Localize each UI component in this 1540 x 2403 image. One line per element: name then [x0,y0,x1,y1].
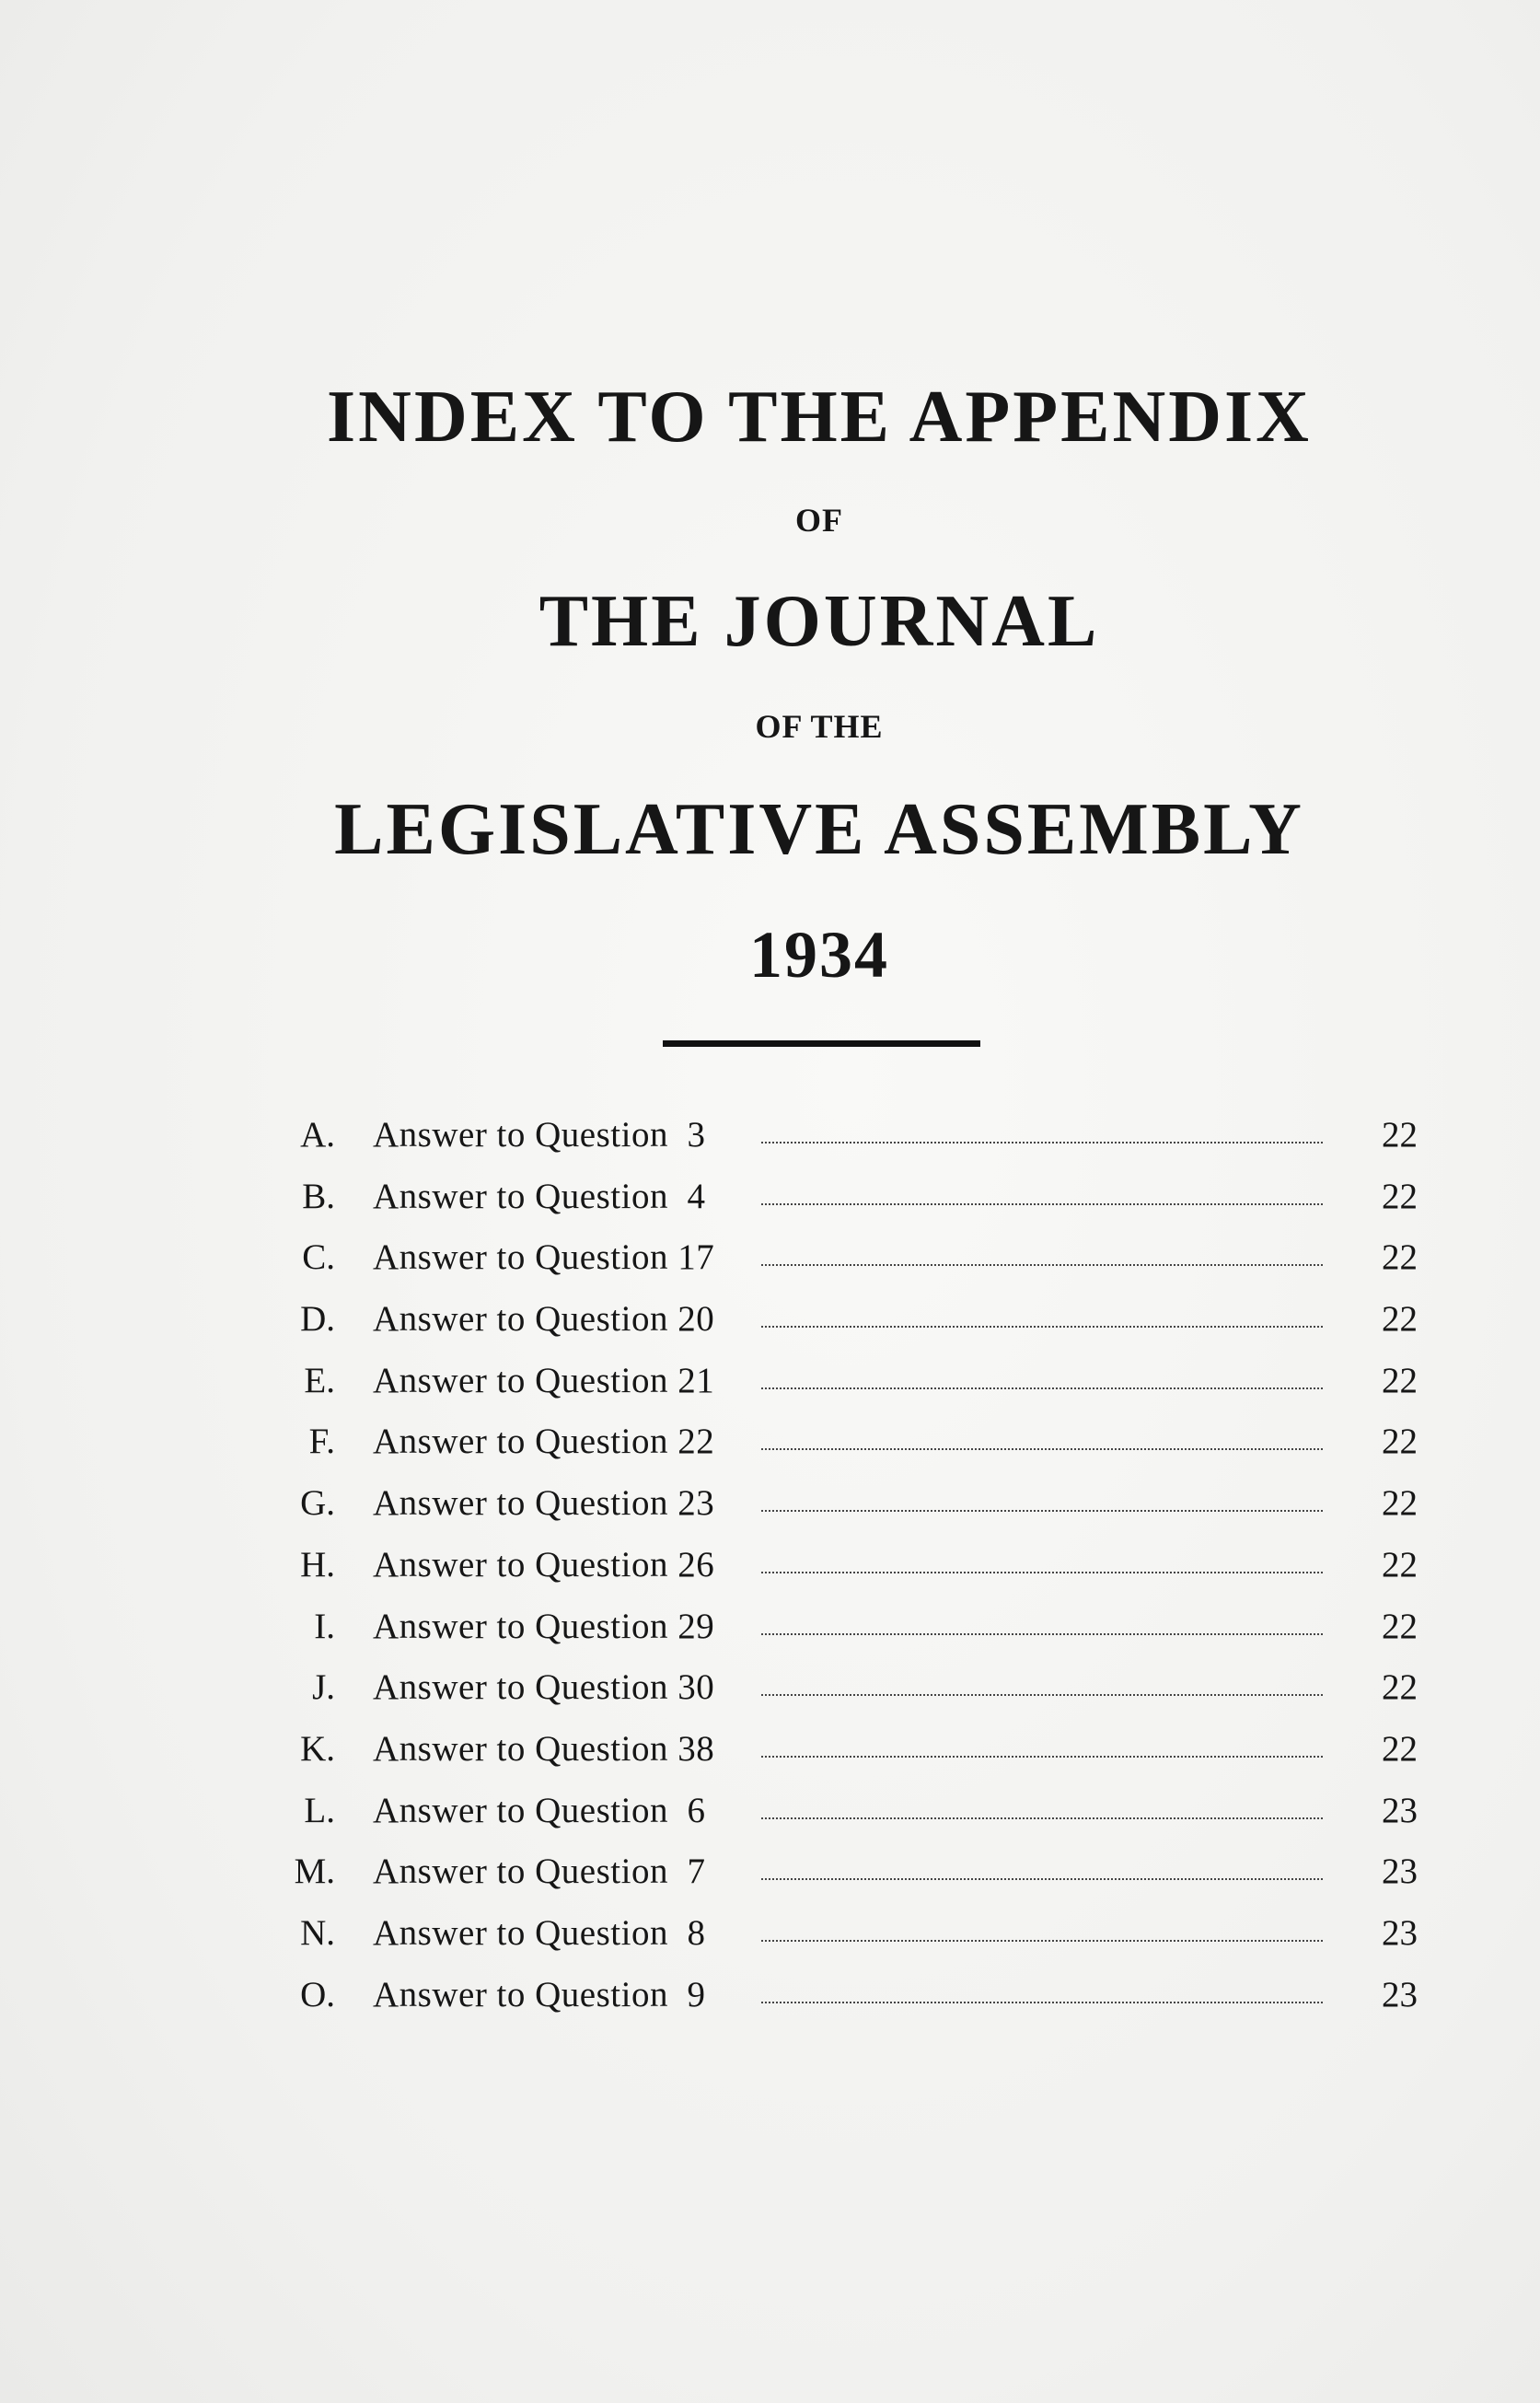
entry-text: Answer to Question 6 [373,1790,706,1830]
dot-leader [761,2002,1323,2003]
dot-leader [761,1510,1323,1512]
entry-letter: H. [300,1544,335,1585]
entry-page-number: 22 [1382,1728,1418,1769]
index-entry [276,1965,1418,2026]
dot-leader [761,1817,1323,1819]
index-entry [276,1289,1418,1351]
entry-text: Answer to Question 3 [373,1115,706,1155]
entry-text: Answer to Question 17 [373,1237,715,1278]
entry-letter: M. [294,1852,335,1892]
index-entry [276,1351,1418,1412]
index-list [276,1105,1418,2026]
dot-leader [761,1448,1323,1450]
entry-text: Answer to Question 21 [373,1360,715,1400]
index-entry [276,1227,1418,1289]
entry-page-number: 23 [1382,1852,1418,1892]
index-title: INDEX TO THE APPENDIX [327,377,1312,458]
dot-leader [761,1142,1323,1143]
divider-rule [663,1040,980,1047]
index-entry [276,1105,1418,1167]
dot-leader [761,1203,1323,1205]
subtitle-of: OF [795,502,843,539]
dot-leader [761,1633,1323,1635]
entry-letter: C. [302,1237,335,1278]
journal-title: THE JOURNAL [538,581,1100,662]
index-entry [276,1719,1418,1781]
entry-letter: K. [300,1728,335,1769]
entry-text: Answer to Question 26 [373,1544,715,1585]
entry-letter: F. [308,1422,335,1462]
entry-page-number: 22 [1382,1299,1418,1340]
entry-text: Answer to Question 22 [373,1422,715,1462]
entry-page-number: 22 [1382,1422,1418,1462]
entry-page-number: 23 [1382,1790,1418,1830]
entry-page-number: 22 [1382,1237,1418,1278]
entry-letter: A. [300,1115,335,1155]
index-entry [276,1903,1418,1965]
entry-text: Answer to Question 20 [373,1299,715,1340]
entry-text: Answer to Question 30 [373,1667,715,1708]
dot-leader [761,1264,1323,1266]
entry-letter: B. [302,1176,335,1216]
entry-page-number: 22 [1382,1115,1418,1155]
entry-letter: I. [314,1606,335,1646]
index-entry [276,1657,1418,1719]
dot-leader [761,1756,1323,1758]
entry-letter: N. [300,1912,335,1953]
entry-page-number: 23 [1382,1912,1418,1953]
entry-letter: O. [300,1974,335,2014]
entry-text: Answer to Question 38 [373,1728,715,1769]
dot-leader [761,1940,1323,1942]
index-entry [276,1411,1418,1473]
entry-page-number: 22 [1382,1176,1418,1216]
index-entry [276,1167,1418,1228]
entry-text: Answer to Question 23 [373,1483,715,1524]
index-entry [276,1841,1418,1903]
index-entry [276,1781,1418,1842]
dot-leader [761,1572,1323,1573]
entry-page-number: 22 [1382,1667,1418,1708]
entry-letter: L. [304,1790,335,1830]
entry-page-number: 22 [1382,1544,1418,1585]
year-heading: 1934 [749,918,889,992]
assembly-title: LEGISLATIVE ASSEMBLY [334,789,1304,870]
entry-text: Answer to Question 7 [373,1852,706,1892]
dot-leader [761,1326,1323,1328]
entry-letter: J. [312,1667,335,1708]
entry-text: Answer to Question 8 [373,1912,706,1953]
entry-text: Answer to Question 4 [373,1176,706,1216]
dot-leader [761,1878,1323,1880]
index-entry [276,1596,1418,1658]
entry-text: Answer to Question 9 [373,1974,706,2014]
dot-leader [761,1387,1323,1389]
index-entry [276,1535,1418,1596]
index-entry [276,1473,1418,1535]
dot-leader [761,1694,1323,1696]
entry-page-number: 22 [1382,1360,1418,1400]
entry-page-number: 22 [1382,1483,1418,1524]
entry-letter: E. [304,1360,335,1400]
entry-text: Answer to Question 29 [373,1606,715,1646]
entry-letter: D. [300,1299,335,1340]
subtitle-of-the: OF THE [755,708,884,745]
entry-page-number: 22 [1382,1606,1418,1646]
entry-letter: G. [300,1483,335,1524]
entry-page-number: 23 [1382,1974,1418,2014]
